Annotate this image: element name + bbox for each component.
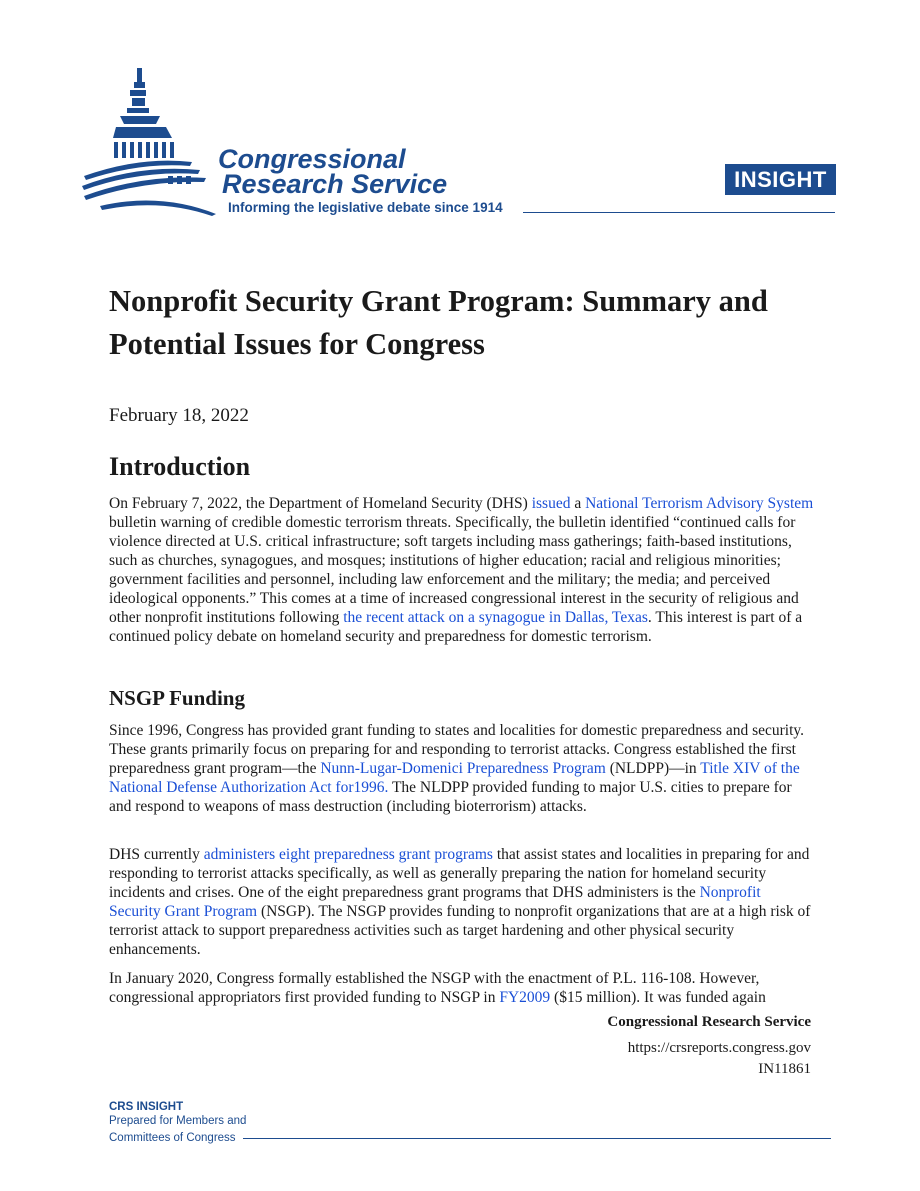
ndaa-title-xiv-link[interactable]: Title XIV of the National Defense Authorization Act for1996. [109,760,800,796]
text-run: ($15 million). It was funded again [550,989,766,1006]
intro-paragraph [109,494,814,646]
text-run: a [570,495,586,512]
funding-paragraph-1 [109,721,814,816]
report-id: IN11861 [758,1061,811,1077]
text-run: Since 1996, Congress has provided grant funding to states and localities for domestic preparedness and security. These grants primarily focus on preparing for and responding to terrorist attacks. Congress established the first preparedness grant program—the [109,722,805,777]
org-tagline: Informing the legislative debate since 1914 [228,200,503,215]
funding-paragraph-3 [109,969,814,1007]
text-run: bulletin warning of credible domestic terrorism threats. Specifically, the bulletin identified “continued calls for violence directed at U.S. critical infrastructure; soft targets including mass gatherings; faith-based institutions, such as churches, synagogues, and mosques; institutions of higher education; racial and religious minorities; government facilities and personnel, including law enforcement and the military; the media; and perceived ideological opponents.” This comes at a time of increased congressional interest in the security of religious and other nonprofit institutions following [109,514,799,626]
footer-divider [243,1138,831,1139]
section-heading-introduction: Introduction [109,452,251,481]
text-run: In January 2020, Congress formally established the NSGP with the enactment of P.L. 116-108. However, congressional appropriators first provided funding to NSGP in [109,970,760,1006]
footer-url-link[interactable]: https://crsreports.congress.gov [627,1040,811,1056]
grant-programs-link[interactable]: administers eight preparedness grant programs [203,846,493,863]
prepared-for-line1: Prepared for Members and [109,1115,247,1127]
text-run: DHS currently [109,846,204,863]
nldpp-link[interactable]: Nunn-Lugar-Domenici Preparedness Program [320,760,606,777]
dallas-attack-link[interactable]: the recent attack on a synagogue in Dallas, Texas [343,609,648,626]
header-divider [523,212,835,213]
insight-badge: INSIGHT [725,164,836,195]
text-run: (NLDPP)—in [605,760,701,777]
org-name-line2: Research Service [222,169,448,199]
text-run: (NSGP). The NSGP provides funding to nonprofit organizations that are at a high risk of terrorist attack to support preparedness activities such as target hardening and other physical security enhancements. [109,903,811,958]
crs-insight-label: CRS INSIGHT [109,1101,184,1113]
text-run: The NLDPP provided funding to major U.S. cities to prepare for and respond to weapons of mass destruction (including bioterrorism) attacks. [109,779,792,815]
section-heading-nsgp-funding: NSGP Funding [109,686,245,710]
page-title: Nonprofit Security Grant Program: Summary and Potential Issues for Congress [109,284,768,361]
text-run: that assist states and localities in preparing for and responding to terrorist attacks specifically, as well as generally preparing the nation for homeland security incidents and crises. One of the eight preparedness grant programs that DHS administers is the [109,846,810,901]
text-run: On February 7, 2022, the Department of Homeland Security (DHS) [109,495,532,512]
prepared-for-line2: Committees of Congress [109,1132,236,1144]
ntas-link[interactable]: National Terrorism Advisory System [585,495,814,512]
text-run: . This interest is part of a continued policy debate on homeland security and preparedness for domestic terrorism. [109,609,803,645]
publication-date: February 18, 2022 [109,405,249,426]
nsgp-link[interactable]: Nonprofit Security Grant Program [109,884,761,920]
org-name-line1: Congressional [218,144,406,174]
funding-paragraph-2 [109,845,814,959]
footer-org-name: Congressional Research Service [607,1014,811,1030]
fy2009-link[interactable]: FY2009 [499,989,551,1006]
issued-link[interactable]: issued [531,495,571,512]
